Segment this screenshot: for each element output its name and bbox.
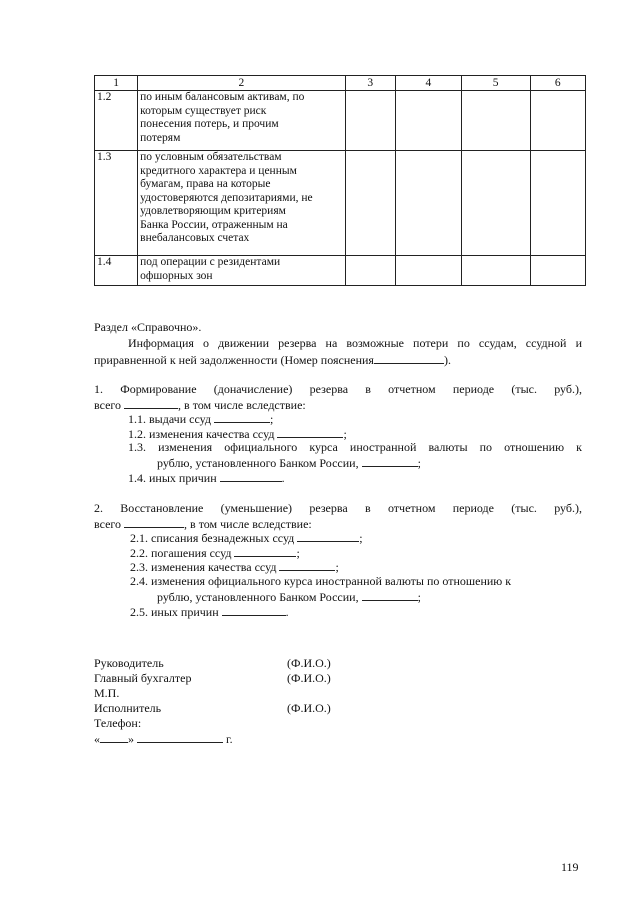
part1-item-3-line2: рублю, установленного Банком России, ; [157, 456, 421, 470]
row-number: 1.3 [95, 151, 138, 256]
part2-item-1: 2.1. списания безнадежных ссуд ; [130, 531, 363, 545]
row-description [138, 151, 345, 256]
row-description [138, 256, 345, 286]
signature-head-label: Руководитель [94, 656, 164, 670]
item-label: рублю, установленного Банком России, [157, 456, 359, 470]
part2-total-blank[interactable] [124, 516, 184, 528]
row-description [138, 91, 345, 151]
table-cell [461, 91, 530, 151]
table-cell [530, 256, 586, 286]
date-quote-close: » [128, 732, 134, 746]
date-day-blank[interactable] [100, 731, 128, 743]
description-line: по условным обязательствам [140, 151, 282, 163]
info-text: приравненной к ней задолженности (Номер пояснения [94, 353, 374, 367]
part2-item-3: 2.3. изменения качества ссуд ; [130, 560, 339, 574]
total-suffix: , в том числе вследствие: [184, 517, 312, 531]
item-label: рублю, установленного Банком России, [157, 590, 359, 604]
part1-item4-blank[interactable] [220, 470, 282, 482]
description-line: офшорных зон [140, 269, 213, 282]
info-line-2 [94, 352, 451, 367]
section-title: Раздел «Справочно». [94, 320, 202, 334]
part2-heading: 2. Восстановление (уменьшение) резерва в отчетном периоде (тыс. руб.), [94, 501, 582, 515]
description-line: понесения потерь, и прочим [140, 118, 279, 130]
column-header: 4 [395, 76, 461, 91]
table-row [95, 91, 586, 151]
item-label: 2.3. изменения качества ссуд [130, 560, 277, 574]
part2-item1-blank[interactable] [297, 530, 359, 542]
part2-item-2: 2.2. погашения ссуд ; [130, 546, 300, 560]
table-row [95, 256, 586, 286]
description-line: бумагам, права на которые [140, 178, 271, 190]
item-label: 2.1. списания безнадежных ссуд [130, 531, 295, 545]
part2-item5-blank[interactable] [222, 604, 286, 616]
table-cell [345, 91, 395, 151]
part2-total-line [94, 516, 312, 531]
table-cell [461, 151, 530, 256]
info-text: ). [443, 353, 451, 367]
total-label: всего [94, 517, 122, 531]
part1-item1-blank[interactable] [214, 411, 270, 423]
table-cell [461, 256, 530, 286]
date-month-blank[interactable] [137, 731, 223, 743]
part2-item-4-line2: рублю, установленного Банком России, ; [157, 590, 421, 604]
row-number: 1.4 [95, 256, 138, 286]
table-cell [530, 91, 586, 151]
description-line: удовлетворяющим критериям [140, 205, 286, 217]
table-cell [530, 151, 586, 256]
part1-item3-blank[interactable] [362, 455, 418, 467]
part1-total-line [94, 397, 306, 412]
column-header: 6 [530, 76, 586, 91]
description-line: под операции с резидентами [140, 256, 281, 268]
explanation-number-blank[interactable] [374, 352, 444, 364]
table-row [95, 151, 586, 256]
table-cell [345, 151, 395, 256]
part2-item3-blank[interactable] [279, 559, 335, 571]
item-label: 1.1. выдачи ссуд [128, 412, 211, 426]
signature-accountant-fio: (Ф.И.О.) [287, 671, 331, 685]
part1-item-4: 1.4. иных причин . [128, 471, 285, 485]
table-cell [395, 256, 461, 286]
description-line: удостоверяются депозитариями, не [140, 191, 313, 204]
signature-head-fio: (Ф.И.О.) [287, 656, 331, 670]
date-line [94, 731, 233, 746]
description-line: которым существует риск [140, 104, 267, 117]
date-quote-open: « [94, 732, 100, 746]
description-line: потерям [140, 131, 181, 144]
item-label: 2.2. погашения ссуд [130, 546, 232, 560]
part2-item2-blank[interactable] [234, 545, 296, 557]
part1-total-blank[interactable] [124, 397, 178, 409]
part2-item-5: 2.5. иных причин . [130, 605, 289, 619]
total-label: всего [94, 398, 122, 412]
stamp-label: М.П. [94, 686, 120, 700]
column-header: 3 [345, 76, 395, 91]
description-line: кредитного характера и ценным [140, 164, 297, 177]
column-header: 2 [138, 76, 345, 91]
signature-accountant-label: Главный бухгалтер [94, 671, 192, 685]
description-line: Банка России, отраженным на [140, 218, 288, 231]
part1-item-3-line1: 1.3. изменения официального курса иностранной валюты по отношению к [128, 440, 582, 454]
info-line-1: Информация о движении резерва на возможные потери по ссудам, ссудной и [128, 336, 582, 350]
total-suffix: , в том числе вследствие: [178, 398, 306, 412]
part1-item-1: 1.1. выдачи ссуд ; [128, 412, 274, 426]
date-year-suffix: г. [226, 732, 233, 746]
table-cell [395, 91, 461, 151]
reserve-table [94, 75, 586, 286]
phone-label: Телефон: [94, 716, 142, 730]
part1-item-2: 1.2. изменения качества ссуд ; [128, 427, 347, 441]
item-label: 1.4. иных причин [128, 471, 217, 485]
signature-executor-fio: (Ф.И.О.) [287, 701, 331, 715]
description-line: внебалансовых счетах [140, 232, 250, 244]
part1-heading: 1. Формирование (доначисление) резерва в отчетном периоде (тыс. руб.), [94, 382, 582, 396]
column-header: 1 [95, 76, 138, 91]
item-label: 1.2. изменения качества ссуд [128, 427, 275, 441]
column-header: 5 [461, 76, 530, 91]
item-label: 2.5. иных причин [130, 605, 219, 619]
part2-item4-blank[interactable] [362, 589, 418, 601]
row-number: 1.2 [95, 91, 138, 151]
part2-item-4-line1: 2.4. изменения официального курса иностранной валюты по отношению к [130, 574, 512, 588]
table-cell [395, 151, 461, 256]
page-number: 119 [561, 860, 579, 874]
signature-executor-label: Исполнитель [94, 701, 162, 715]
table-cell [345, 256, 395, 286]
table-header-row [95, 76, 586, 91]
part1-item2-blank[interactable] [277, 426, 343, 438]
description-line: по иным балансовым активам, по [140, 91, 305, 103]
